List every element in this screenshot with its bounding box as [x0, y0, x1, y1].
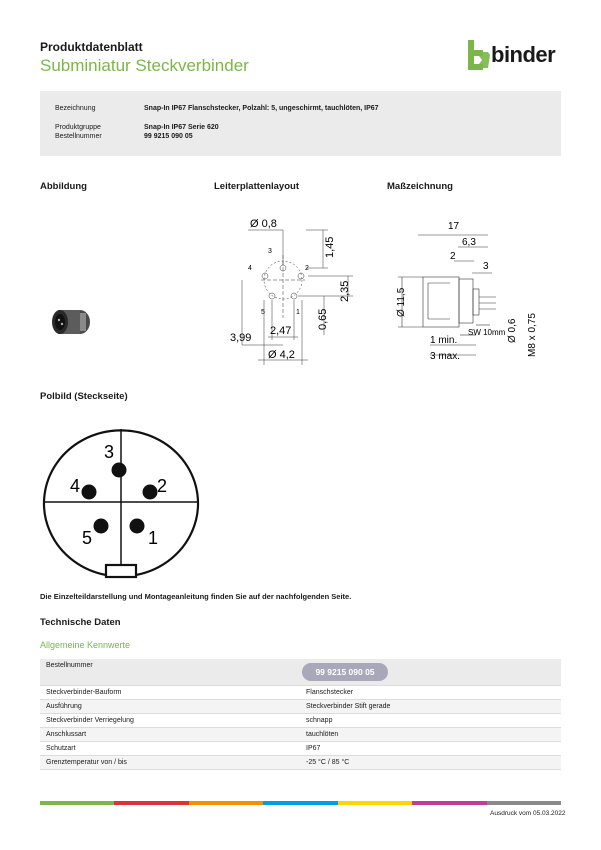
table-row: [40, 659, 561, 686]
pole-pin-label: 5: [82, 528, 93, 548]
dim-len-a: 6,3: [462, 237, 476, 248]
info-value: 99 9215 090 05: [144, 133, 193, 140]
info-value: Snap-In IP67 Flanschstecker, Polzahl: 5, ungeschirmt, tauchlöten, IP67: [144, 105, 379, 112]
dim-total-len: 17: [448, 221, 460, 232]
row-label: Schutzart: [46, 745, 76, 752]
pcb-pitch-label: 1,45: [324, 236, 336, 258]
row-value: Steckverbinder Stift gerade: [306, 703, 391, 710]
tech-data-subtitle: Allgemeine Kennwerte: [40, 640, 131, 650]
dim-wrench: SW 10mm: [468, 328, 506, 337]
pcb-pin-label: 5: [261, 309, 265, 316]
pcb-circle-dia-label: Ø 4,2: [268, 349, 295, 361]
pcb-hole-dia-label: Ø 0,8: [250, 218, 277, 230]
pin-1-contact: [130, 519, 145, 534]
pole-pin-label: 3: [104, 442, 115, 462]
table-row: [40, 714, 561, 728]
table-row: [40, 756, 561, 770]
row-value: IP67: [306, 745, 321, 752]
binder-logo-icon: [468, 40, 490, 70]
info-value: Snap-In IP67 Serie 620: [144, 124, 219, 131]
product-title: Subminiatur Steckverbinder: [40, 56, 249, 75]
row-label: Grenztemperatur von / bis: [46, 759, 127, 766]
dimension-drawing: [390, 215, 550, 365]
pcb-small-label: 0,65: [317, 308, 329, 330]
footer-color-segment: [263, 801, 337, 805]
row-label: Steckverbinder Verriegelung: [46, 717, 134, 724]
footer-color-segment: [487, 801, 561, 805]
row-label: Steckverbinder-Bauform: [46, 689, 122, 696]
order-number-badge: 99 9215 090 05: [302, 663, 388, 681]
section-illustration: Abbildung: [40, 181, 87, 192]
row-value: Flanschstecker: [306, 689, 354, 696]
pcb-pin-label: 3: [268, 248, 272, 255]
dim-diameter: Ø 11,5: [396, 287, 407, 317]
table-row: [40, 700, 561, 714]
pcb-pin-label: 4: [248, 265, 252, 272]
pcb-pin-label: 2: [305, 265, 309, 272]
pole-pin-label: 4: [70, 476, 81, 496]
print-date: Ausdruck vom 05.03.2022: [490, 810, 566, 817]
section-pole-view: Polbild (Steckseite): [40, 391, 128, 402]
info-label: Bezeichnung: [55, 105, 96, 112]
pin-4-contact: [82, 485, 97, 500]
footer-color-segment: [114, 801, 188, 805]
pcb-spacing-label: 2,47: [270, 325, 292, 337]
footer-color-segment: [40, 801, 114, 805]
table-row: [40, 686, 561, 700]
footer-color-segment: [189, 801, 263, 805]
info-label: Bestellnummer: [55, 133, 102, 140]
binder-logo: [468, 40, 562, 70]
tech-data-title: Technische Daten: [40, 617, 121, 628]
assembly-note: Die Einzelteildarstellung und Montageanleitung finden Sie auf der nachfolgenden Seite.: [40, 592, 352, 601]
product-photo: [50, 305, 95, 340]
pcb-layout-drawing: [228, 210, 368, 370]
pole-pin-label: 1: [148, 528, 159, 548]
pin-5-contact: [94, 519, 109, 534]
row-label: Ausführung: [46, 703, 82, 710]
tech-data-table: [40, 659, 561, 770]
footer-color-segment: [338, 801, 412, 805]
pcb-width-label: 3,99: [230, 332, 252, 344]
table-row: [40, 728, 561, 742]
section-pcb-layout: Leiterplattenlayout: [214, 181, 299, 192]
row-label: Bestellnummer: [46, 662, 93, 669]
dim-len-c: 3: [483, 261, 489, 272]
info-label: Produktgruppe: [55, 124, 101, 131]
pin-3-contact: [112, 463, 127, 478]
pcb-height-label: 2,35: [339, 280, 351, 302]
row-value: -25 °C / 85 °C: [306, 759, 350, 766]
pole-view-drawing: [40, 425, 200, 580]
footer-color-bar: [40, 801, 561, 805]
pin-2-contact: [143, 485, 158, 500]
row-label: Anschlussart: [46, 731, 87, 738]
doc-type: Produktdatenblatt: [40, 40, 143, 54]
pcb-pin-label: 1: [296, 309, 300, 316]
dim-pin-dia: Ø 0,6: [507, 318, 518, 343]
pole-pin-label: 2: [157, 476, 168, 496]
dim-len-b: 2: [450, 251, 456, 262]
product-info-box: [40, 91, 561, 156]
footer-color-segment: [412, 801, 486, 805]
brand-name: binder: [491, 42, 556, 67]
section-dimension-drawing: Maßzeichnung: [387, 181, 453, 192]
table-row: [40, 742, 561, 756]
dim-thread: M8 x 0,75: [527, 313, 538, 357]
dim-max: 3 max.: [430, 351, 461, 362]
dim-min: 1 min.: [430, 335, 458, 346]
row-value: tauchlöten: [306, 731, 339, 738]
row-value: schnapp: [306, 717, 333, 724]
